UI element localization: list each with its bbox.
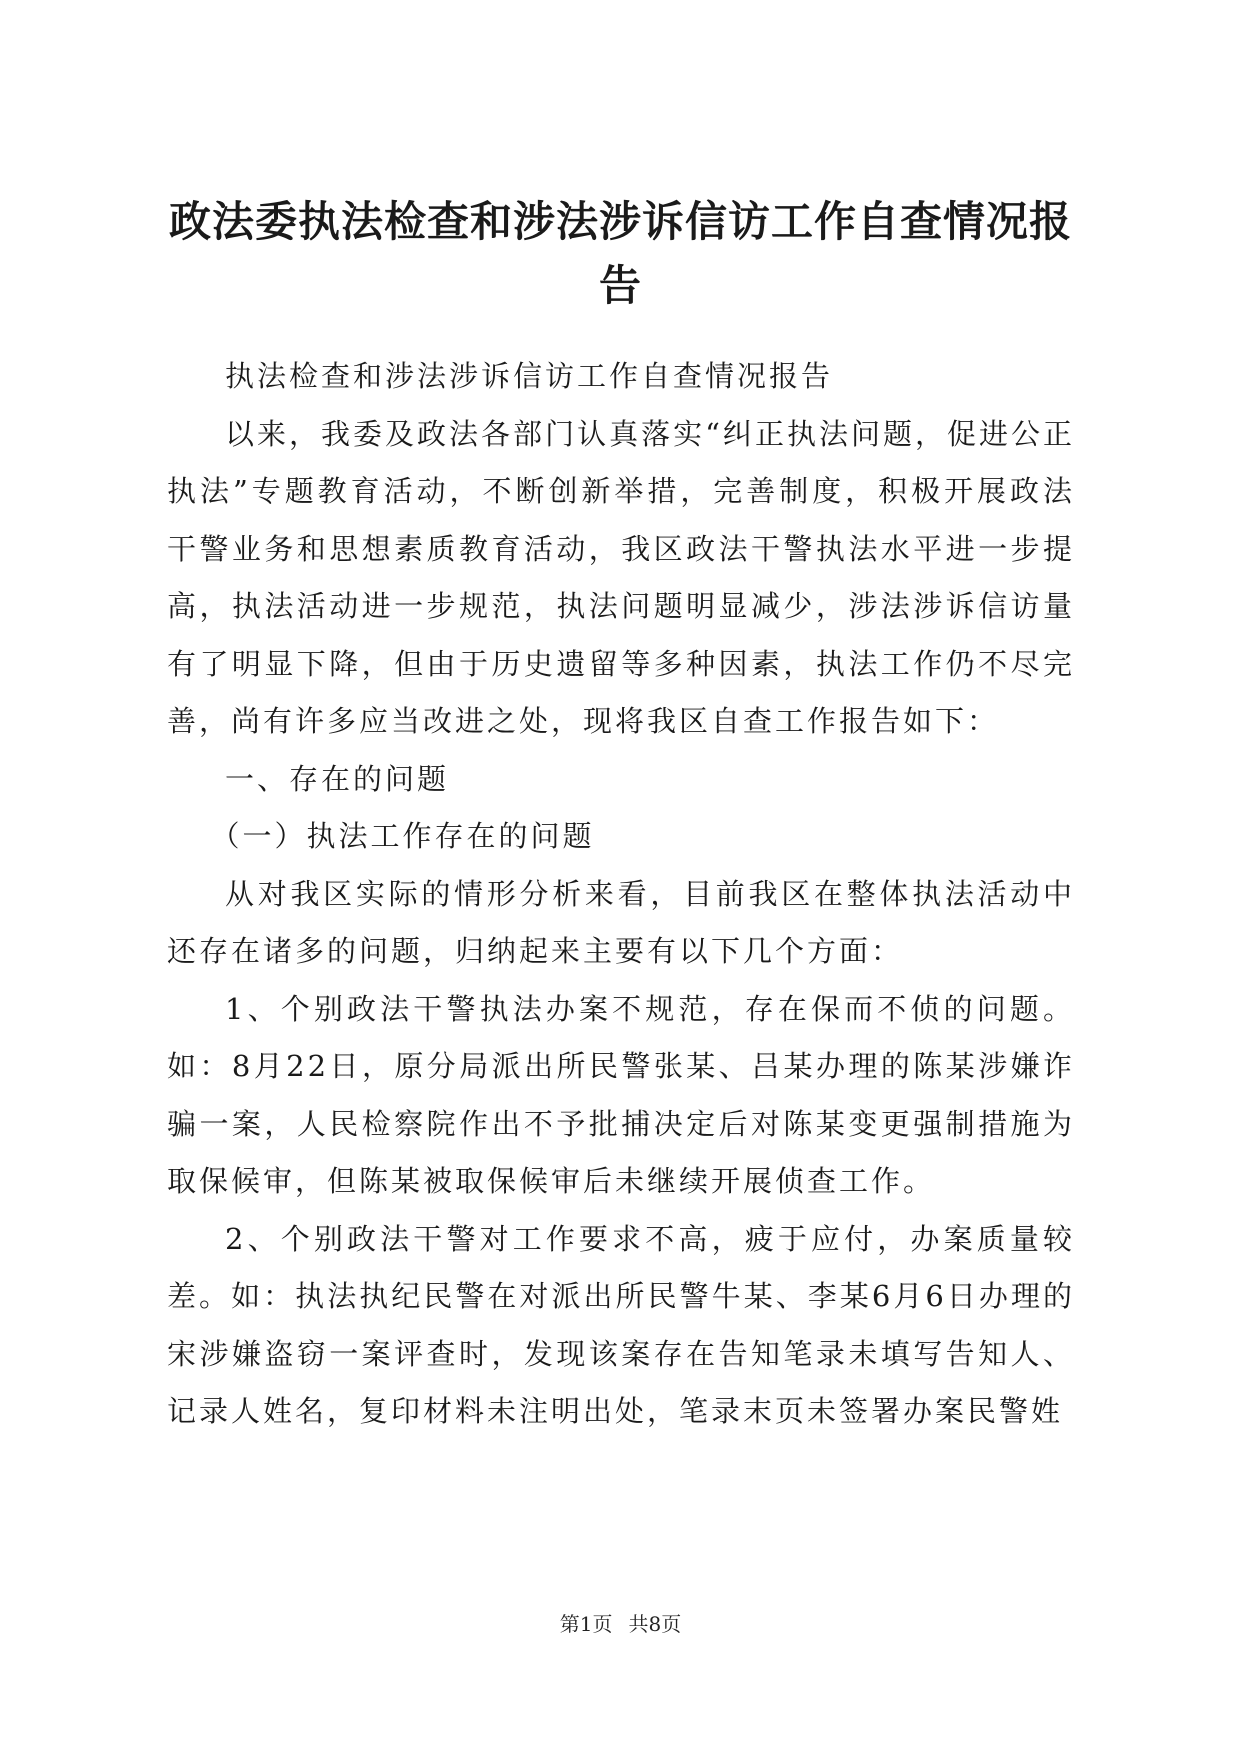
paragraph-analysis: 从对我区实际的情形分析来看，目前我区在整体执法活动中还存在诸多的问题，归纳起来主要有以下几个方面： — [167, 876, 1075, 968]
page-total: 共8页 — [628, 1612, 682, 1636]
section-heading: 一、存在的问题 — [225, 761, 450, 796]
paragraph-intro: 以来，我委及政法各部门认真落实“纠正执法问题，促进公正执法”专题教育活动，不断创新举措，完善制度，积极开展政法干警业务和思想素质教育活动，我区政法干警执法水平进一步提高，执法活动进一步规范，执法问题明显减少，涉法涉诉信访量有了明显下降，但由于历史遗留等多种因素，执法工作仍不尽完善，尚有许多应当改进之处，现将我区自查工作报告如下： — [167, 416, 1075, 738]
paragraph-subtitle: 执法检查和涉法涉诉信访工作自查情况报告 — [225, 359, 834, 393]
paragraph-item-2: 2、个别政法干警对工作要求不高，疲于应付，办案质量较差。如：执法执纪民警在对派出所民警牛某、李某6月6日办理的宋涉嫌盗窃一案评查时，发现该案存在告知笔录未填写告知人、记录人姓名，复印材料未注明出处，笔录末页未签署办案民警姓 — [167, 1221, 1075, 1428]
document-body — [167, 348, 1075, 1441]
page-footer — [0, 1609, 1241, 1639]
paragraph-item-1: 1、个别政法干警执法办案不规范，存在保而不侦的问题。如：8月22日，原分局派出所民警张某、吕某办理的陈某涉嫌诈骗一案，人民检察院作出不予批捕决定后对陈某变更强制措施为取保候审，但陈某被取保候审后未继续开展侦查工作。 — [167, 991, 1075, 1198]
document-title: 政法委执法检查和涉法涉诉信访工作自查情况报告 — [168, 197, 1072, 310]
subsection-heading: （一）执法工作存在的问题 — [210, 819, 595, 853]
page-number: 第1页 — [559, 1612, 613, 1636]
